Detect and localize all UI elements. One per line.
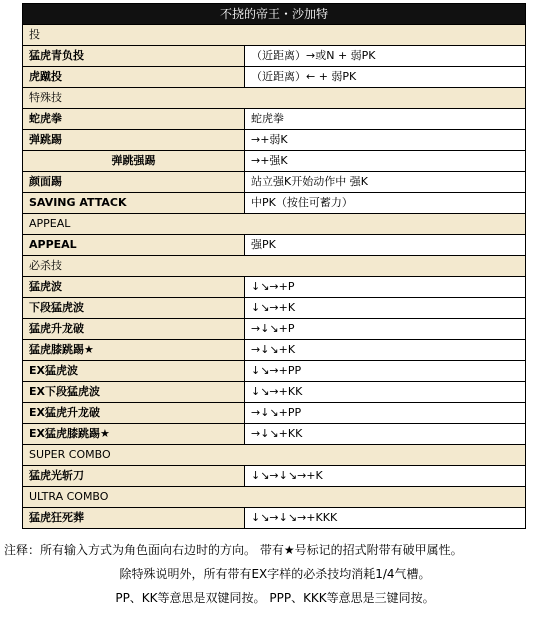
move-command: →↓↘+K (245, 340, 526, 361)
title-row (23, 4, 526, 25)
move-command: →↓↘+KK (245, 424, 526, 445)
move-row (23, 151, 526, 172)
move-name: 下段猛虎波 (23, 298, 245, 319)
note-line: 注释：所有输入方式为角色面向右边时的方向。 带有★号标记的招式附带有破甲属性。 (4, 543, 463, 557)
section-row (23, 487, 526, 508)
section-label: 必杀技 (23, 256, 526, 277)
move-command: 站立强K开始动作中 强K (245, 172, 526, 193)
move-row (23, 235, 526, 256)
section-label: SUPER COMBO (23, 445, 526, 466)
move-command: （近距离）→或N + 弱PK (245, 46, 526, 67)
section-label: 特殊技 (23, 88, 526, 109)
move-command: ↓↘→+P (245, 277, 526, 298)
section-row (23, 25, 526, 46)
move-name: SAVING ATTACK (23, 193, 245, 214)
section-row (23, 256, 526, 277)
move-row (23, 382, 526, 403)
move-command: 中PK（按住可蓄力） (245, 193, 526, 214)
move-row (23, 508, 526, 529)
move-command: →↓↘+P (245, 319, 526, 340)
section-row (23, 445, 526, 466)
move-command: ↓↘→+KK (245, 382, 526, 403)
move-name: 猛虎波 (23, 277, 245, 298)
move-name: EX猛虎波 (23, 361, 245, 382)
notes-block (0, 538, 550, 610)
move-name: 猛虎光斩刀 (23, 466, 245, 487)
move-command: →↓↘+PP (245, 403, 526, 424)
move-name: 弹跳强踢 (23, 151, 245, 172)
move-list-table (22, 3, 526, 529)
move-command: 蛇虎拳 (245, 109, 526, 130)
move-list-body (23, 4, 526, 529)
move-command: →+弱K (245, 130, 526, 151)
move-row (23, 340, 526, 361)
move-name: 猛虎膝跳踢★ (23, 340, 245, 361)
move-command: 强PK (245, 235, 526, 256)
move-name: 猛虎狂死葬 (23, 508, 245, 529)
move-name: 弹跳踢 (23, 130, 245, 151)
move-row (23, 298, 526, 319)
move-name: 猛虎青负投 (23, 46, 245, 67)
move-row (23, 46, 526, 67)
move-command: （近距离）← + 弱PK (245, 67, 526, 88)
note-line: PP、KK等意思是双键同按。 PPP、KKK等意思是三键同按。 (115, 591, 435, 605)
move-row (23, 361, 526, 382)
move-row (23, 109, 526, 130)
move-row (23, 193, 526, 214)
section-label: APPEAL (23, 214, 526, 235)
move-row (23, 466, 526, 487)
move-row (23, 130, 526, 151)
move-name: 蛇虎拳 (23, 109, 245, 130)
move-command: →+强K (245, 151, 526, 172)
section-row (23, 214, 526, 235)
move-row (23, 277, 526, 298)
move-row (23, 172, 526, 193)
move-row (23, 319, 526, 340)
move-name: APPEAL (23, 235, 245, 256)
move-name: 猛虎升龙破 (23, 319, 245, 340)
move-command: ↓↘→+PP (245, 361, 526, 382)
move-row (23, 424, 526, 445)
move-name: EX下段猛虎波 (23, 382, 245, 403)
move-name: 虎蹴投 (23, 67, 245, 88)
move-name: 颜面踢 (23, 172, 245, 193)
move-command: ↓↘→↓↘→+K (245, 466, 526, 487)
move-name: EX猛虎升龙破 (23, 403, 245, 424)
page-title: 不挠的帝王・沙加特 (23, 4, 526, 25)
section-label: 投 (23, 25, 526, 46)
section-row (23, 88, 526, 109)
move-row (23, 67, 526, 88)
note-line: 除特殊说明外，所有带有EX字样的必杀技均消耗1/4气槽。 (119, 567, 431, 581)
move-command: ↓↘→↓↘→+KKK (245, 508, 526, 529)
section-label: ULTRA COMBO (23, 487, 526, 508)
move-name: EX猛虎膝跳踢★ (23, 424, 245, 445)
move-command: ↓↘→+K (245, 298, 526, 319)
move-row (23, 403, 526, 424)
